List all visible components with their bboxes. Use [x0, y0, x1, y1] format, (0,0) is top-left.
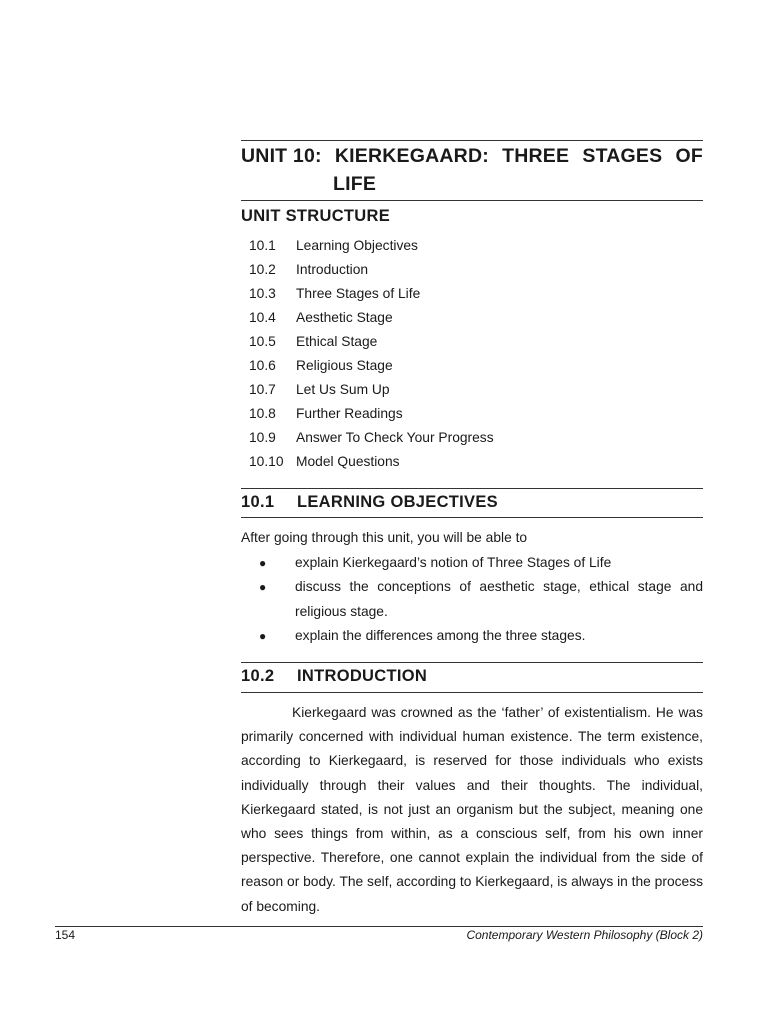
unit-structure-heading: UNIT STRUCTURE [241, 207, 391, 225]
section-title: LEARNING OBJECTIVES [297, 493, 498, 511]
section-number: 10.2 [241, 667, 275, 685]
toc-item [249, 428, 494, 452]
toc-label: Three Stages of Life [296, 286, 421, 301]
toc-label: Answer To Check Your Progress [296, 430, 494, 445]
section-rule [241, 692, 703, 693]
toc-label: Religious Stage [296, 358, 393, 373]
unit-title-word: KIERKEGAARD: [334, 145, 489, 167]
toc-number: 10.10 [249, 454, 284, 469]
objectives-intro: After going through this unit, you will be able to [241, 530, 528, 545]
introduction-paragraph: Kierkegaard was crowned as the ‘father’ of existentialism. He was primarily concerned with individual human existence. The term existence, according to Kierkegaard, is reserved for those individuals who exists individually through their values and their thoughts. The individual, Kierkegaard stated, is not just an organism but the subject, meaning one who sees things from within, as a conscious self, from his own inner perspective. Therefore, one cannot explain the individual from the side of reason or body. The self, according to Kierkegaard, is always in the process of becoming. [241, 705, 703, 914]
title-top-rule [241, 140, 703, 141]
objective-item [241, 575, 703, 624]
toc-number: 10.5 [249, 334, 276, 349]
toc-number: 10.8 [249, 406, 276, 421]
introduction-heading [241, 667, 427, 686]
toc-item [249, 332, 494, 356]
objectives-list [241, 551, 703, 649]
toc-label: Introduction [296, 262, 369, 277]
toc-label: Ethical Stage [296, 334, 378, 349]
unit-title-word: UNIT 10: [241, 145, 322, 167]
toc-item [249, 284, 494, 308]
bullet-icon: ● [259, 556, 267, 570]
objective-text: explain Kierkegaard’s notion of Three Stages of Life [295, 555, 612, 570]
unit-title-word: OF [675, 145, 703, 167]
section-number: 10.1 [241, 493, 275, 511]
toc-item [249, 404, 494, 428]
section-rule [241, 662, 703, 663]
footer-rule [55, 926, 703, 927]
toc-item [249, 356, 494, 380]
toc-item [249, 452, 494, 476]
toc-label: Further Readings [296, 406, 403, 421]
toc-label: Learning Objectives [296, 238, 418, 253]
objective-item [241, 551, 703, 575]
unit-title-word: STAGES [582, 145, 663, 167]
section-title: INTRODUCTION [297, 667, 428, 685]
toc-item [249, 260, 494, 284]
toc-label: Aesthetic Stage [296, 310, 393, 325]
toc-number: 10.1 [249, 238, 276, 253]
toc-number: 10.2 [249, 262, 276, 277]
page-number: 154 [55, 928, 76, 942]
toc-number: 10.9 [249, 430, 276, 445]
bullet-icon: ● [259, 629, 267, 644]
unit-structure-list [249, 236, 494, 476]
toc-number: 10.3 [249, 286, 276, 301]
toc-item [249, 308, 494, 332]
unit-title-word: THREE [502, 145, 570, 167]
toc-number: 10.4 [249, 310, 276, 325]
bullet-icon: ● [259, 580, 267, 595]
unit-title-line2: LIFE [333, 173, 377, 195]
toc-item [249, 236, 494, 260]
section-rule [241, 488, 703, 489]
unit-title [241, 142, 703, 198]
learning-objectives-heading [241, 493, 498, 512]
toc-item [249, 380, 494, 404]
objective-item [241, 624, 703, 648]
toc-label: Let Us Sum Up [296, 382, 390, 397]
title-bottom-rule [241, 200, 703, 201]
toc-label: Model Questions [296, 454, 400, 469]
section-rule [241, 517, 703, 518]
running-footer-title: Contemporary Western Philosophy (Block 2) [466, 928, 703, 942]
toc-number: 10.6 [249, 358, 276, 373]
objective-text: explain the differences among the three stages. [295, 628, 586, 644]
objective-text: discuss the conceptions of aesthetic stage, ethical stage and religious stage. [295, 579, 703, 619]
toc-number: 10.7 [249, 382, 276, 397]
